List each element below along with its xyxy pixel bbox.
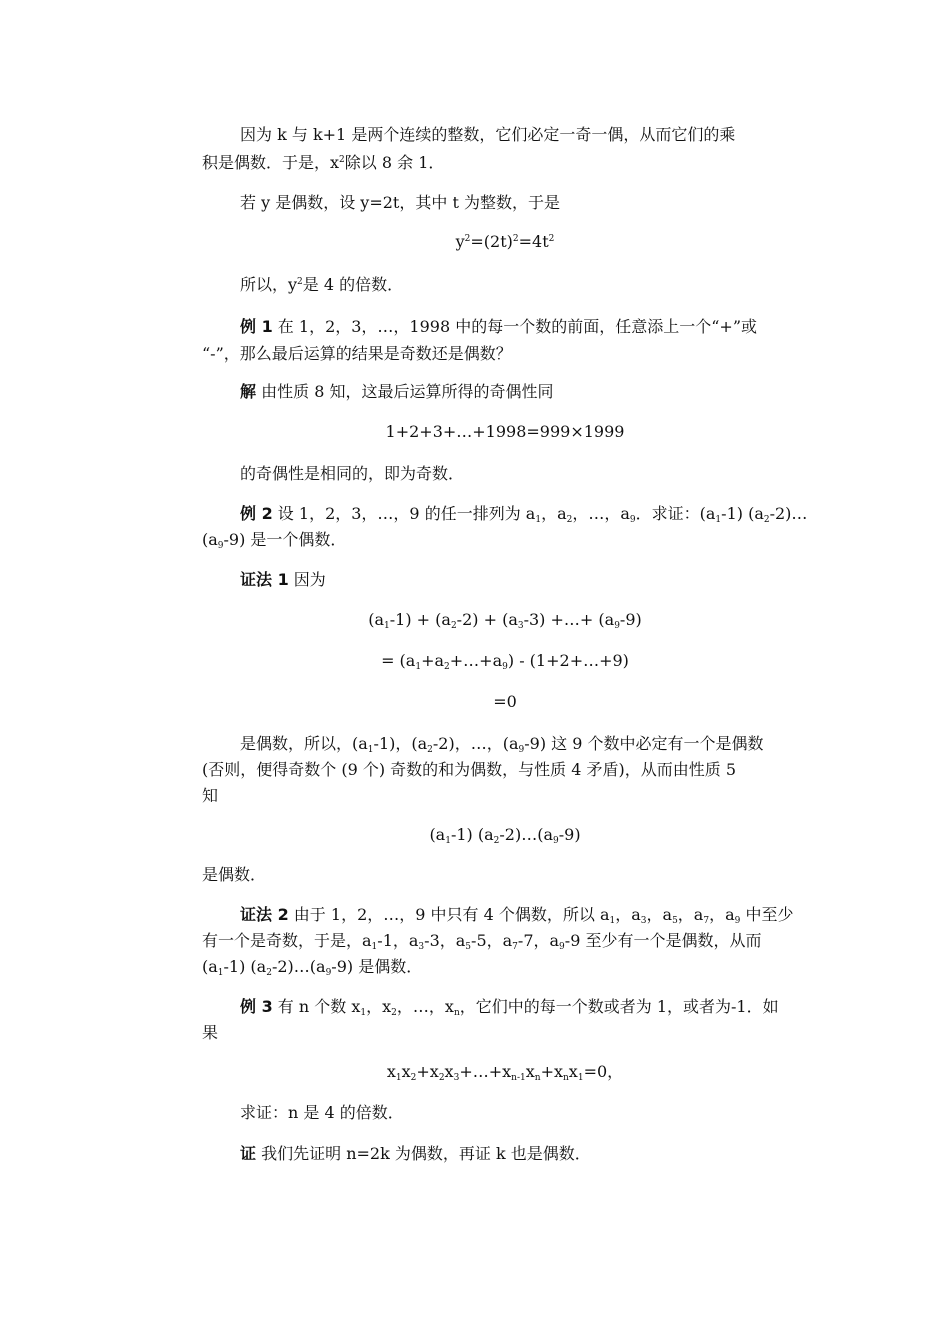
example-heading: 例 3 有 n 个数 $x_1$，$x_2$，…，$x_n$，它们中的每一个数或者为 1，或者为-1．如 [240,997,779,1018]
equation: $x_1x_2+x_2x_3+\dots+x_{n-1}x_n+x_nx_1=0$， [386,1062,624,1083]
example-label: 例 1 [240,317,273,336]
paragraph-line: 积是偶数．于是，$x^2$除以 8 余 1． [202,153,445,172]
proof-label: 证 [240,1144,257,1163]
paragraph-line: 因为 k 与 k+1 是两个连续的整数，它们必定一奇一偶，从而它们的乘 [240,125,736,144]
example-label: 例 2 [240,504,273,523]
paragraph-line: “-”，那么最后运算的结果是奇数还是偶数？ [202,344,512,363]
proof-label: 证法 2 [240,905,289,924]
example-label: 例 3 [240,997,273,1016]
paragraph-line: $(a_1-1)$ $(a_2-2)\dots(a_9-9)$ 是偶数． [202,957,423,978]
solution-line: 解 由性质 8 知，这最后运算所得的奇偶性同 [240,382,554,401]
paragraph-line: 果 [202,1023,219,1042]
proof-heading: 证法 2 由于 1，2，…，9 中只有 4 个偶数，所以 $a_1$，$a_3$，$a_5$，$a_7$，$a_9$ 中至少 [240,905,794,926]
paragraph-line: 有一个是奇数，于是，$a_1-1$，$a_3-3$，$a_5-5$，$a_7-7$，$a_9-9$ 至少有一个是偶数，从而 [202,931,762,952]
paragraph-line: 的奇偶性是相同的，即为奇数． [240,464,465,483]
proof-heading: 证 我们先证明 n=2k 为偶数，再证 k 也是偶数． [240,1144,591,1163]
equation: = $(a_1+a_2+\dots+a_9)$ - (1+2+…+9) [381,651,629,672]
equation: $(a_1-1) + (a_2-2) + (a_3-3)$ +…+ $(a_9-9)$ [368,610,642,631]
equation: =0 [493,692,517,711]
paragraph-line: 是偶数． [202,865,267,884]
paragraph-line: $(a_9-9)$ 是一个偶数． [202,530,347,551]
example-heading: 例 2 设 1，2，3，…，9 的任一排列为 $a_1$，$a_2$，…，$a_9$．求证：$(a_1-1)$ $(a_2-2)\dots$ [240,504,808,525]
paragraph-line: 所以，$y^2$是 4 的倍数． [240,275,404,294]
proof-heading: 证法 1 因为 [240,570,326,589]
paragraph-line: 若 y 是偶数，设 y=2t，其中 t 为整数，于是 [240,193,560,212]
paragraph-line: (否则，便得奇数个 (9 个) 奇数的和为偶数，与性质 4 矛盾)，从而由性质 5 [202,760,737,779]
example-heading: 例 1 在 1，2，3，…，1998 中的每一个数的前面，任意添上一个“+”或 [240,317,758,336]
paragraph-line: 知 [202,786,219,805]
paragraph-line: 求证：n 是 4 的倍数． [240,1103,404,1122]
equation: 1+2+3+…+1998=999×1999 [385,422,625,441]
solution-label: 解 [240,382,257,401]
paragraph-line: 是偶数，所以，$(a_1-1)$，$(a_2-2)$，…，$(a_9-9)$ 这 9 个数中必定有一个是偶数 [240,734,764,755]
equation: $(a_1-1)$ $(a_2-2)\dots(a_9-9)$ [429,825,581,846]
equation: $y^2=(2t)^2=4t^2$ [455,232,555,251]
proof-label: 证法 1 [240,570,289,589]
